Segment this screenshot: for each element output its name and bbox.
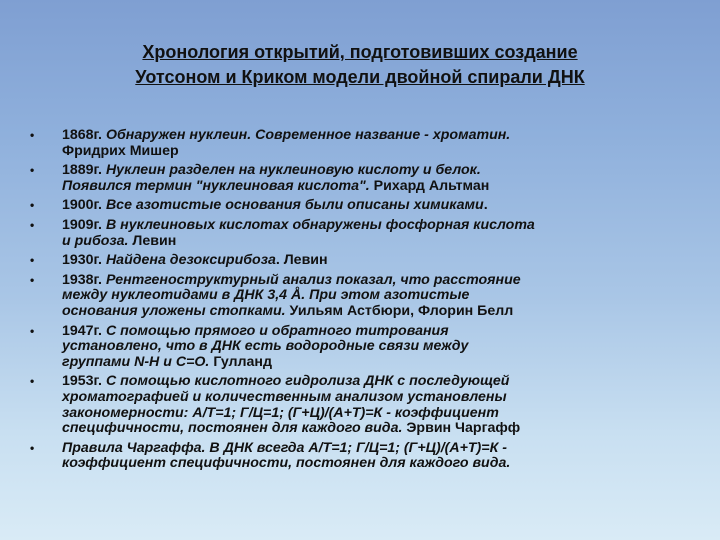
text-segment: Фридрих Мишер — [62, 142, 179, 159]
text-segment: Обнаружен нуклеин. Современное название - хроматин. — [105, 127, 511, 143]
list-item-line — [62, 179, 698, 195]
text-segment: специфичности, постоянен для каждого вида. — [62, 420, 407, 437]
list-item — [28, 198, 698, 214]
text-segment: группами N-H и C=O. — [62, 353, 214, 370]
list-item-line — [62, 456, 698, 472]
list-item-line — [62, 273, 698, 289]
text-segment: С помощью кислотного гидролиза ДНК с последующей — [105, 373, 510, 390]
timeline-list — [28, 128, 698, 472]
slide-title — [40, 40, 680, 90]
text-segment: Рихард Альтман — [373, 177, 490, 194]
text-segment: между нуклеотидами в ДНК 3,4 Å. При этом азотистые — [62, 287, 470, 304]
text-segment: Рентгеноструктурный анализ показал, что расстояние — [105, 271, 521, 288]
text-segment: 1930г. — [62, 252, 106, 269]
list-item-line — [62, 406, 698, 422]
bullet-icon: • — [30, 323, 35, 338]
list-item-line — [62, 355, 698, 371]
list-item-line — [62, 144, 698, 160]
list-item-line — [62, 163, 698, 179]
text-segment: Все азотистые основания были описаны химиками — [105, 197, 484, 214]
text-segment: 1938г. — [62, 271, 106, 288]
list-item — [28, 273, 698, 320]
text-segment: Уильям Астбюри, Флорин Белл — [289, 302, 514, 319]
list-item — [28, 441, 698, 472]
list-item-line — [62, 421, 698, 437]
list-item-line — [62, 128, 698, 144]
text-segment: С помощью прямого и обратного титрования — [105, 322, 449, 339]
list-item — [28, 163, 698, 194]
text-segment: коэффициент специфичности, постоянен для каждого вида. — [62, 455, 511, 472]
text-segment: 1868г. — [62, 127, 106, 143]
list-item — [28, 374, 698, 436]
text-segment: хроматографией и количественным анализом установлены — [62, 388, 507, 405]
bullet-icon: • — [30, 272, 35, 287]
text-segment: Левин — [132, 232, 177, 249]
bullet-icon: • — [30, 128, 35, 142]
bullet-icon: • — [30, 198, 35, 213]
bullet-icon: • — [30, 217, 35, 232]
text-segment: 1909г. — [62, 216, 106, 233]
list-item — [28, 128, 698, 159]
text-segment: закономерности: А/Т=1; Г/Ц=1; (Г+Ц)/(А+Т)=К - коэффициент — [62, 404, 499, 421]
text-segment: установлено, что в ДНК есть водородные связи между — [62, 338, 469, 355]
bullet-icon: • — [30, 374, 35, 389]
list-item-line — [62, 324, 698, 340]
text-segment: . Левин — [275, 252, 328, 269]
text-segment: 1953г. — [62, 373, 106, 390]
bullet-icon: • — [30, 440, 35, 455]
text-segment: Гулланд — [213, 353, 273, 370]
list-item-line — [62, 390, 698, 406]
list-item-line — [62, 234, 698, 250]
bullet-icon: • — [30, 253, 35, 268]
list-item-line — [62, 374, 698, 390]
list-item — [28, 218, 698, 249]
text-segment: В нуклеиновых кислотах обнаружены фосфорная кислота — [105, 216, 535, 233]
text-segment: 1947г. — [62, 322, 106, 339]
text-segment: Появился термин "нуклеиновая кислота". — [62, 177, 374, 194]
text-segment: 1900г. — [62, 197, 106, 214]
list-item-line — [62, 304, 698, 320]
text-segment: Нуклеин разделен на нуклеиновую кислоту и белок. — [105, 162, 481, 179]
list-item-line — [62, 253, 698, 269]
text-segment: и рибоза. — [62, 232, 133, 249]
text-segment: Найдена дезоксирибоза — [105, 252, 276, 269]
text-segment: основания уложены стопками. — [62, 302, 290, 319]
text-segment: 1889г. — [62, 162, 106, 179]
list-item-line — [62, 339, 698, 355]
list-item-line — [62, 288, 698, 304]
list-item-line — [62, 441, 698, 457]
list-item — [28, 324, 698, 371]
title-line-2: Уотсоном и Криком модели двойной спирали ДНК — [135, 67, 585, 87]
bullet-icon: • — [30, 163, 35, 178]
list-item-line — [62, 198, 698, 214]
title-line-1: Хронология открытий, подготовивших создание — [142, 42, 578, 62]
list-item-line — [62, 218, 698, 234]
text-segment: . — [483, 197, 488, 214]
list-item — [28, 253, 698, 269]
text-segment: Эрвин Чаргафф — [406, 420, 521, 437]
text-segment: Правила Чаргаффа. В ДНК всегда А/Т=1; Г/Ц=1; (Г+Ц)/(А+Т)=К - — [62, 439, 507, 456]
